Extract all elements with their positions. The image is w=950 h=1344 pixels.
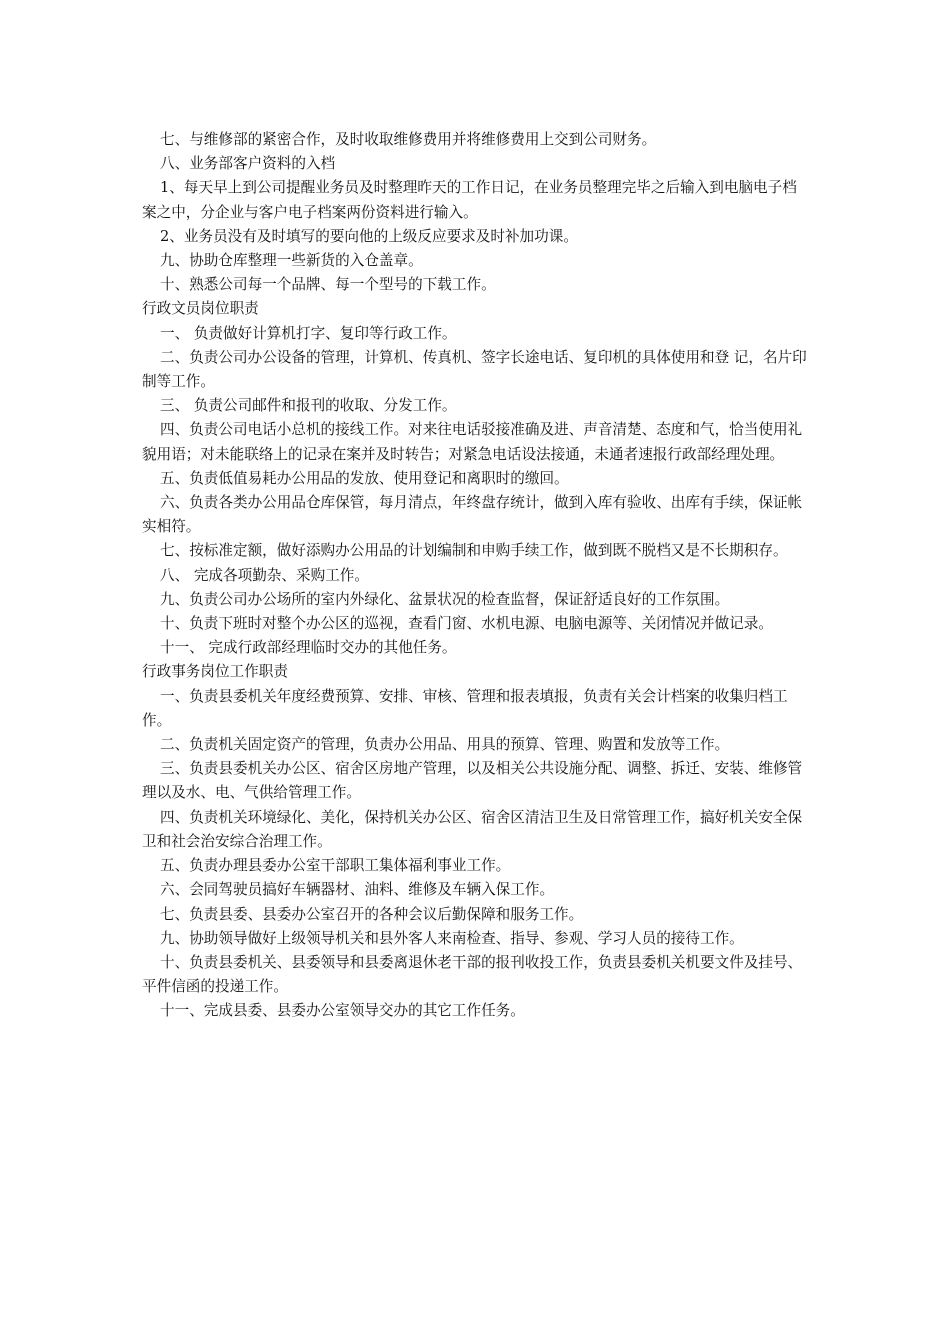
paragraph: 十一、完成县委、县委办公室领导交办的其它工作任务。 xyxy=(160,1002,525,1020)
paragraph: 四、负责公司电话小总机的接线工作。对来往电话驳接准确及进、声音清楚、态度和气，恰当使用礼貌用语；对未能联络上的记录在案并及时转告；对紧急电话设法接通，未通者速报行政部经理处理。 xyxy=(142,421,803,463)
paragraph: 七、按标准定额，做好添购办公用品的计划编制和申购手续工作，做到既不脱档又是不长期积存。 xyxy=(160,542,788,560)
paragraph: 九、负责公司办公场所的室内外绿化、盆景状况的检查监督，保证舒适良好的工作氛围。 xyxy=(160,590,730,608)
document-body xyxy=(142,128,810,1024)
paragraph: 三、负责县委机关办公区、宿舍区房地产管理，以及相关公共设施分配、调整、拆迁、安装、维修管理以及水、电、气供给管理工作。 xyxy=(142,760,803,802)
paragraph: 九、协助领导做好上级领导机关和县外客人来南检查、指导、参观、学习人员的接待工作。 xyxy=(160,929,744,947)
paragraph: 一、负责县委机关年度经费预算、安排、审核、管理和报表填报，负责有关会计档案的收集归档工作。 xyxy=(142,687,788,729)
paragraph: 十一、 完成行政部经理临时交办的其他任务。 xyxy=(160,639,457,657)
paragraph: 六、负责各类办公用品仓库保管，每月清点，年终盘存统计，做到入库有验收、出库有手续，保证帐实相符。 xyxy=(142,494,803,536)
paragraph: 十、熟悉公司每一个品牌、每一个型号的下载工作。 xyxy=(160,276,496,294)
paragraph: 二、负责公司办公设备的管理，计算机、传真机、签字长途电话、复印机的具体使用和登 记，名片印制等工作。 xyxy=(142,348,807,391)
paragraph: 五、负责办理县委办公室干部职工集体福利事业工作。 xyxy=(160,857,511,875)
paragraph: 1、每天早上到公司提醒业务员及时整理昨天的工作日记，在业务员整理完毕之后输入到电脑电子档案之中，分企业与客户电子档案两份资料进行输入。 xyxy=(142,179,797,221)
paragraph: 三、 负责公司邮件和报刊的收取、分发工作。 xyxy=(160,397,457,415)
section-heading: 行政文员岗位职责 xyxy=(142,300,259,318)
paragraph: 十、负责县委机关、县委领导和县委离退休老干部的报刊收投工作，负责县委机关机要文件及挂号、平件信函的投递工作。 xyxy=(142,953,803,996)
section-heading: 行政事务岗位工作职责 xyxy=(142,663,288,681)
paragraph: 七、与维修部的紧密合作，及时收取维修费用并将维修费用上交到公司财务。 xyxy=(160,131,657,148)
paragraph: 九、协助仓库整理一些新货的入仓盖章。 xyxy=(160,252,423,270)
paragraph: 2、业务员没有及时填写的要向他的上级反应要求及时补加功课。 xyxy=(160,227,578,245)
paragraph: 二、负责机关固定资产的管理，负责办公用品、用具的预算、管理、购置和发放等工作。 xyxy=(160,736,730,754)
paragraph: 四、负责机关环境绿化、美化，保持机关办公区、宿舍区清洁卫生及日常管理工作，搞好机关安全保卫和社会治安综合治理工作。 xyxy=(142,808,803,850)
paragraph: 一、 负责做好计算机打字、复印等行政工作。 xyxy=(160,324,457,342)
paragraph: 八、业务部客户资料的入档 xyxy=(160,155,336,173)
paragraph: 八、 完成各项勤杂、采购工作。 xyxy=(160,566,369,584)
paragraph: 七、负责县委、县委办公室召开的各种会议后勤保障和服务工作。 xyxy=(160,905,584,923)
paragraph: 十、负责下班时对整个办公区的巡视，查看门窗、水机电源、电脑电源等、关闭情况并做记录。 xyxy=(160,615,773,633)
paragraph: 六、会同驾驶员搞好车辆器材、油料、维修及车辆入保工作。 xyxy=(160,881,555,899)
paragraph: 五、负责低值易耗办公用品的发放、使用登记和离职时的缴回。 xyxy=(160,469,569,487)
